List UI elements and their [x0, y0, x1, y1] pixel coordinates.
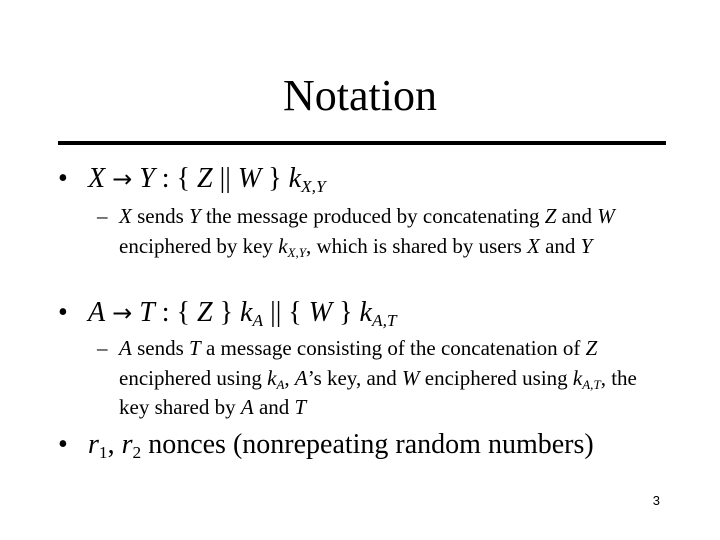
nonce-var: r — [121, 429, 133, 460]
notation-text: } — [332, 297, 360, 328]
arrow-icon: → — [112, 165, 133, 193]
dash-marker: – — [97, 204, 108, 228]
notation-var: Z — [197, 163, 213, 194]
notation-text: || { — [263, 297, 309, 328]
bullet-marker: • — [58, 297, 68, 328]
notation-text: } — [261, 163, 289, 194]
dash-marker: – — [97, 336, 108, 360]
receiver: T — [139, 297, 155, 328]
nonce-var: r — [88, 429, 99, 460]
bullet-marker: • — [58, 429, 68, 460]
bullet-marker: • — [58, 163, 68, 194]
title-underline — [58, 141, 666, 145]
key-var: k — [240, 297, 253, 328]
notation-text: : { — [161, 297, 198, 328]
notation-text: } — [212, 297, 241, 328]
nonce-description: nonces (nonrepeating random numbers) — [141, 429, 594, 460]
key-var: k — [359, 297, 372, 328]
arrow-icon: → — [112, 299, 133, 327]
bullet-2-detail — [97, 334, 667, 423]
bullet-3 — [58, 428, 594, 462]
notation-text: , — [107, 429, 122, 460]
nonce-subscript: 1 — [98, 443, 108, 463]
key-subscript: A,T — [371, 311, 397, 331]
notation-var: Z — [197, 297, 213, 328]
key-subscript: A — [252, 311, 264, 331]
notation-text: || — [212, 163, 238, 194]
slide-title: Notation — [283, 71, 437, 120]
key-subscript: X,Y — [301, 177, 326, 197]
detail-text: X sends Y the message produced by concatenating Z and W enciphered by key $k_{X,Y}$, which is shared by users X and Y — [119, 204, 615, 260]
nonce-subscript: 2 — [132, 443, 142, 463]
notation-var: W — [237, 163, 262, 194]
bullet-1-detail — [97, 202, 657, 261]
receiver: Y — [139, 163, 155, 194]
bullet-2 — [58, 296, 397, 330]
key-var: k — [288, 163, 302, 194]
page-number: 3 — [652, 493, 660, 508]
bullet-1 — [58, 162, 326, 196]
detail-text: A sends T a message consisting of the concatenation of Z enciphered using $k_A$, A’s key, and W enciphered using $k_{A,T}$, the key shared by A and T — [119, 336, 637, 419]
notation-text: : { — [161, 163, 198, 194]
sender: X — [88, 163, 106, 194]
notation-var: W — [308, 297, 333, 328]
sender: A — [88, 297, 106, 328]
